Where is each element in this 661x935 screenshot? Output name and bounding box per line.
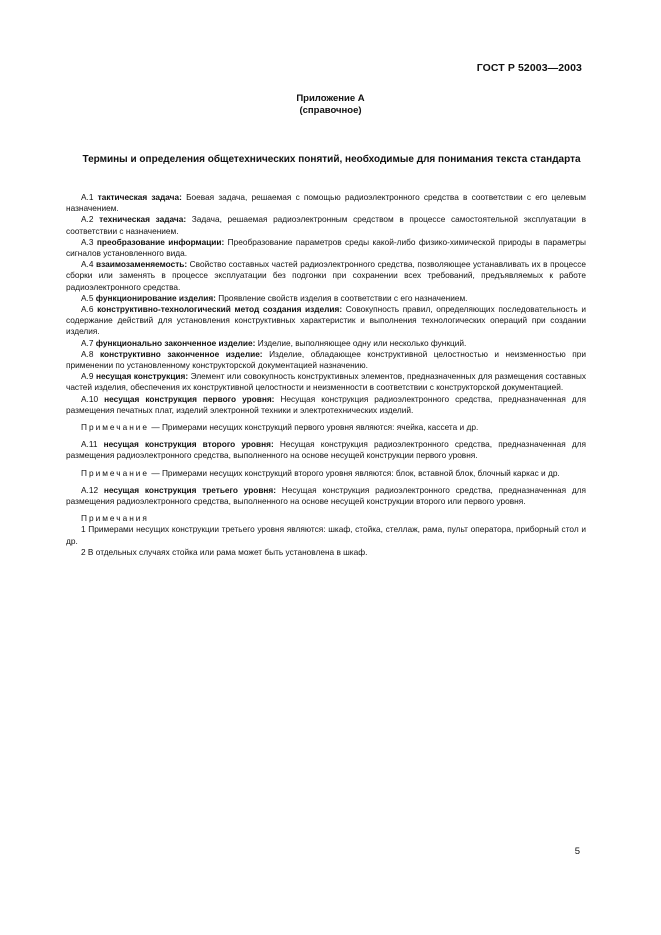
note-item: 2 В отдельных случаях стойка или рама может быть установлена в шкаф. — [81, 546, 368, 557]
definition-entry: А.4 взаимозаменяемость: Свойство составных частей радиоэлектронного средства, позволяющее устанавливать их в процессе сборки или заменять в процессе эксплуатации без подгонки при сохранении всех требований, предъявляемых к работе радиоэлектронного средства. — [66, 259, 587, 292]
definition-entry: А.11 несущая конструкция второго уровня: Несущая конструкция радиоэлектронного средства, предназначенная для размещения радиоэлектронного средства, выполненного на основе несущей конструкции первого уровня. — [66, 439, 586, 461]
document-code: ГОСТ Р 52003—2003 — [476, 62, 582, 74]
definition-entry: А.1 тактическая задача: Боевая задача, решаемая с помощью радиоэлектронного средства в соответствии с его целевым назначением. — [66, 192, 586, 214]
definition-entry: А.6 конструктивно-технологический метод создания изделия: Совокупность правил, определяющих последовательность и содержание действий для установления конструктивных характеристик и выполнения технологических операций при создании изделия. — [66, 304, 586, 337]
definition-entry: А.2 техническая задача: Задача, решаемая радиоэлектронным средством в процессе самостоятельной эксплуатации в соответствии с назначением. — [66, 214, 586, 236]
definition-entry: А.7 функционально законченное изделие: Изделие, выполняющее одну или несколько функций. — [81, 337, 467, 348]
note-a11: Примечание — Примерами несущих конструкций второго уровня являются: блок, вставной блок, блочный каркас и др. — [81, 467, 560, 478]
page-number: 5 — [574, 846, 580, 857]
definition-entry: А.8 конструктивно законченное изделие: Изделие, обладающее конструктивной целостностью и неизменностью при применении по установленному конструкторской документацией назначению. — [66, 348, 586, 371]
note-a10: Примечание — Примерами несущих конструкций первого уровня являются: ячейка, кассета и др. — [81, 422, 479, 433]
notes-heading: Примечания — [81, 513, 149, 524]
definitions-body — [66, 192, 586, 558]
appendix-title: Приложение А — [296, 93, 365, 104]
definition-entry: А.10 несущая конструкция первого уровня: Несущая конструкция радиоэлектронного средства, предназначенная для размещения печатных плат, изделий электронной техники и электротехнических изделий. — [66, 393, 586, 415]
definition-entry: А.9 несущая конструкция: Элемент или совокупность конструктивных элементов, предназначенных для размещения составных частей изделия, обеспечения их конструктивной целостности и неизменности в соответствии с конструкторской документацией. — [66, 371, 586, 393]
definition-entry: А.5 функционирование изделия: Проявление свойств изделия в соответствии с его назначением. — [81, 292, 468, 303]
appendix-subtitle: (справочное) — [299, 105, 362, 116]
appendix-heading — [0, 93, 661, 117]
section-title: Термины и определения общетехнических понятий, необходимые для понимания текста стандарта — [82, 154, 581, 165]
note-item: 1 Примерами несущих конструкции третьего уровня являются: шкаф, стойка, стеллаж, рама, пульт оператора, приборный стол и др. — [66, 524, 586, 546]
definition-entry: А.12 несущая конструкция третьего уровня: Несущая конструкция радиоэлектронного средства, предназначенная для размещения радиоэлектронного средства, выполненного на основе несущей конструкции второго или первого уровня. — [66, 484, 586, 507]
definition-entry: А.3 преобразование информации: Преобразование параметров среды какой-либо физико-химической природы в параметры сигналов установленного вида. — [66, 236, 586, 259]
